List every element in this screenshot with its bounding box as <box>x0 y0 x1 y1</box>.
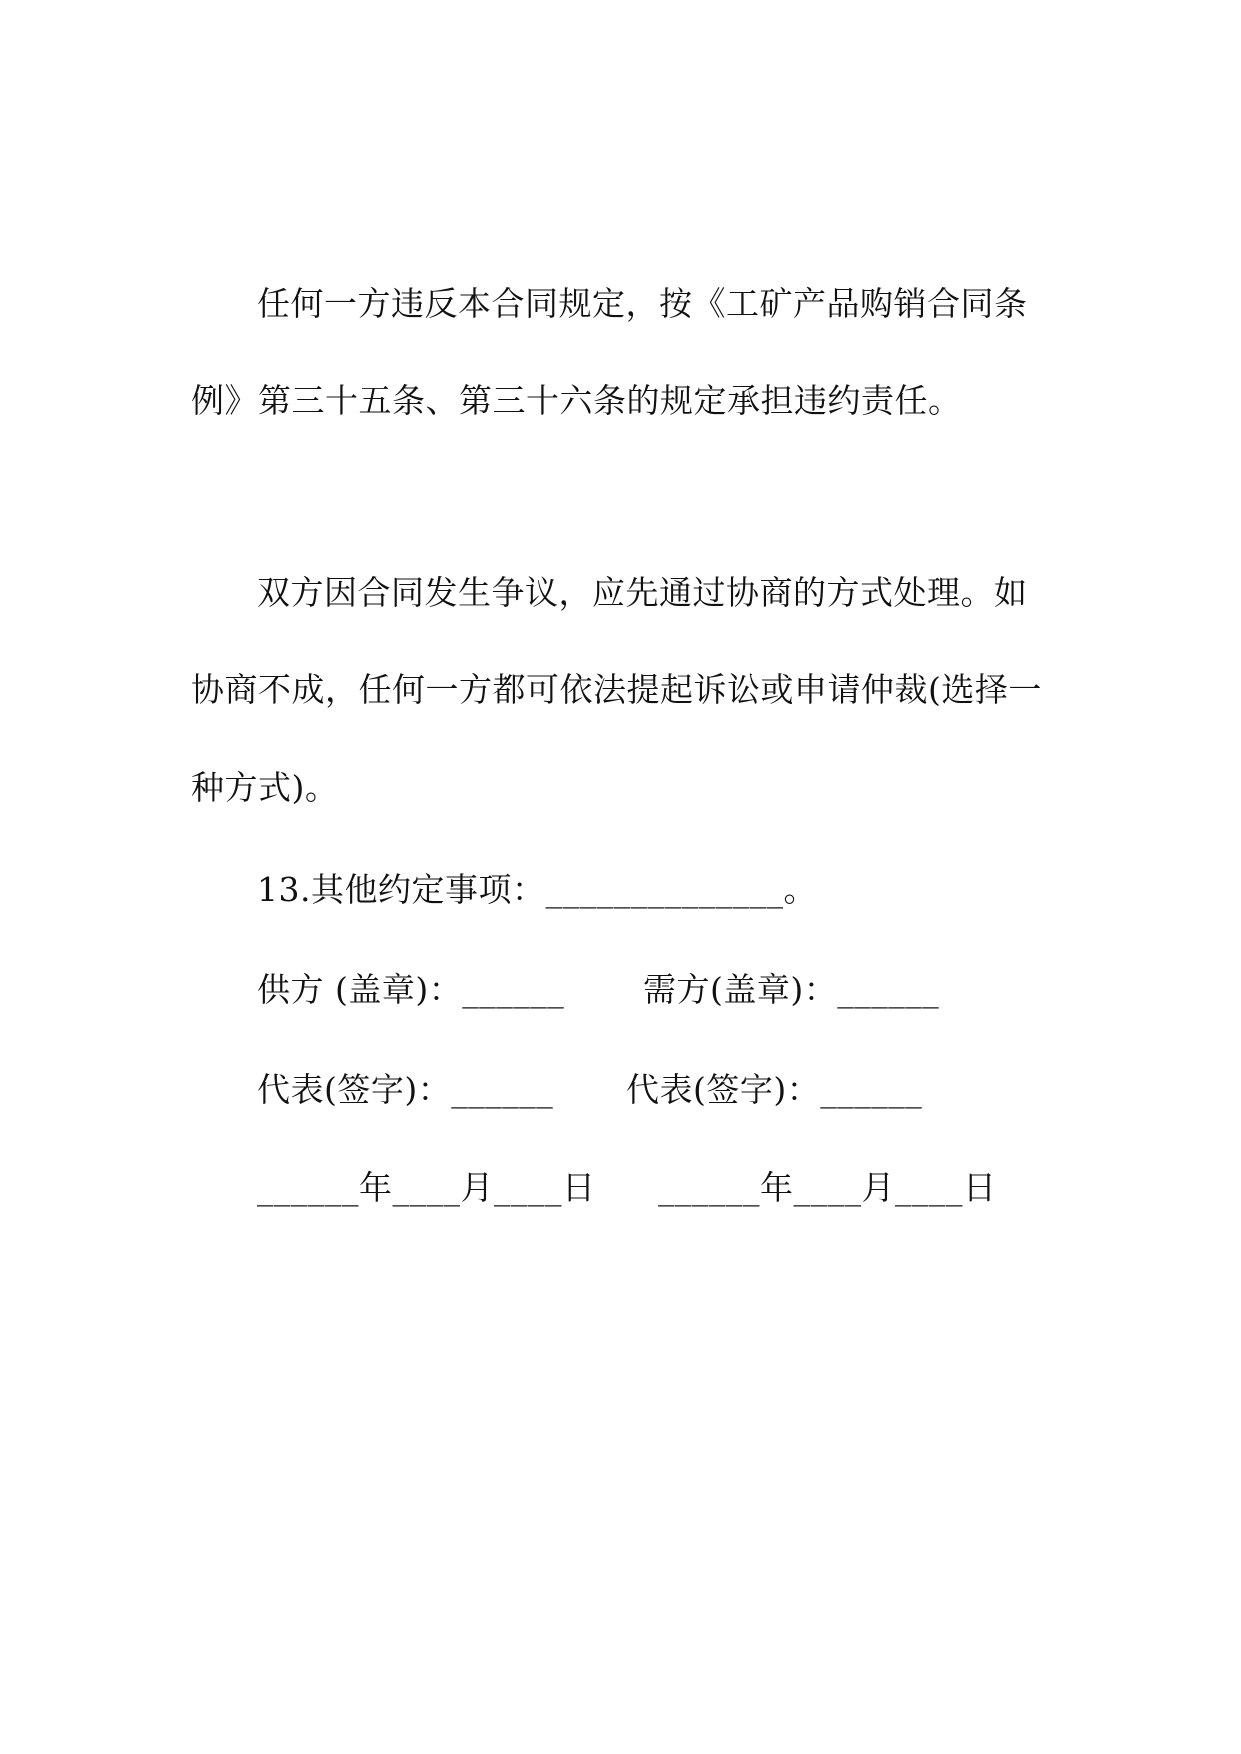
para2-line3: 种方式)。 <box>191 768 339 807</box>
para1-line1: 任何一方违反本合同规定，按《工矿产品购销合同条 <box>257 284 1028 323</box>
item-13-other-terms: 13.其他约定事项：______________。 <box>257 870 817 909</box>
supplier-date-field: ______年____月____日 <box>257 1168 596 1207</box>
para1-line2: 例》第三十五条、第三十六条的规定承担违约责任。 <box>191 381 962 420</box>
para2-line1: 双方因合同发生争议，应先通过协商的方式处理。如 <box>257 573 1028 612</box>
buyer-representative-field: 代表(签字)：______ <box>626 1070 923 1109</box>
buyer-date-field: ______年____月____日 <box>658 1168 997 1207</box>
supplier-representative-field: 代表(签字)：______ <box>257 1070 554 1109</box>
buyer-seal-field: 需方(盖章)：______ <box>643 970 940 1009</box>
supplier-seal-field: 供方 (盖章)：______ <box>257 970 565 1009</box>
para2-line2: 协商不成，任何一方都可依法提起诉讼或申请仲裁(选择一 <box>191 670 1042 709</box>
